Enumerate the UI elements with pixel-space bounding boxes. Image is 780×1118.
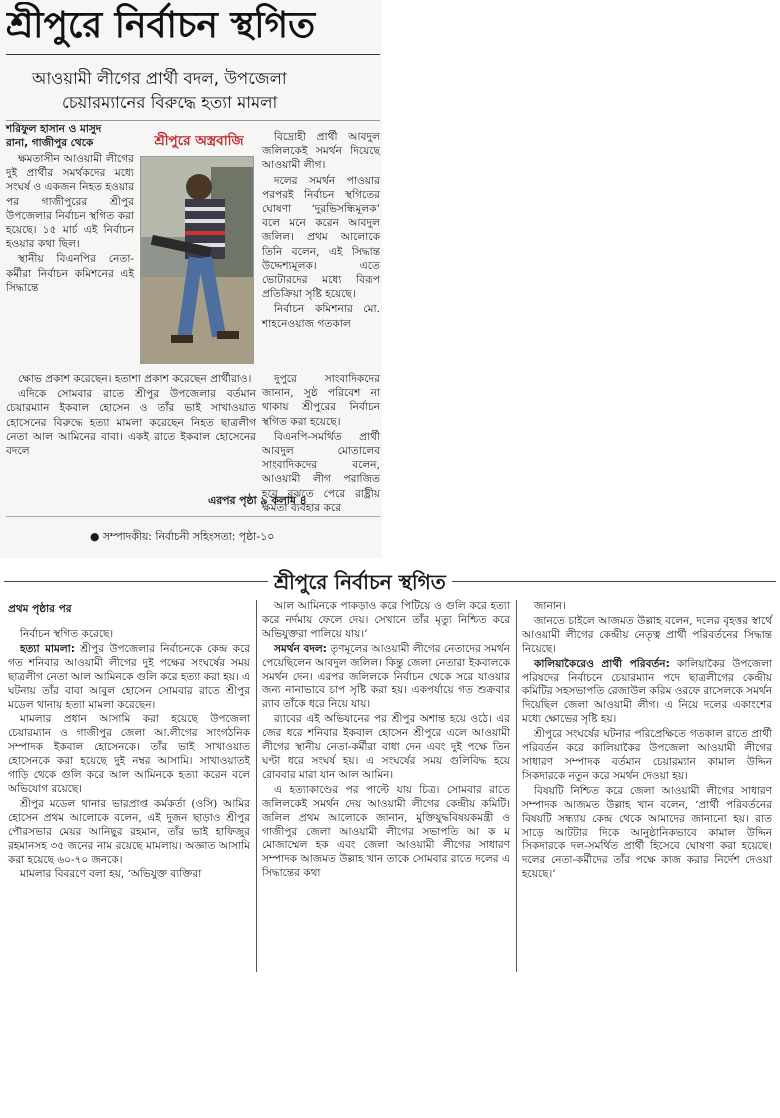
paragraph-text: শ্রীপুর মডেল থানার ভারপ্রাপ্ত কর্মকর্তা (ওসি) আমির হোসেন প্রথম আলোকে বলেন, এই দুজন ছাড়াও শ্রীপুর পৌরসভার মেয়র আনিছুর রহমান, তাঁর ভাই হাফিজুর রহমানসহ ৩৫ জনের নাম রয়েছে মামলায়। অজ্ঞাত আসামি করা হয়েছে ৬০-৭০ জনকে। [8, 797, 250, 866]
paragraph-text: শ্রীপুরে সংঘর্ষের ঘটনার পরিপ্রেক্ষিতে গতকাল রাতে প্রার্থী পরিবর্তন করে কালিয়াকৈর উপজেলা আওয়ামী লীগের সাধারণ সম্পাদক বর্তমান চেয়ারম্যান কামাল উদ্দিন সিকদারকে নতুন করে সমর্থন দেওয়া হয়। [522, 728, 772, 782]
continuation-paragraph [522, 658, 772, 728]
continuation-paragraph [522, 600, 772, 614]
col1-paragraph: ক্ষমতাসীন আওয়ামী লীগের দুই প্রার্থীর সমর্থকদের মধ্যে সংঘর্ষ ও একজন নিহত হওয়ার পর গাজীপুরের শ্রীপুর উপজেলার নির্বাচন স্থগিত করা হয়েছে। ১৫ মার্চ এই নির্বাচন হওয়ার কথা ছিল। [6, 153, 134, 251]
paragraph-text: এ হত্যাকাণ্ডের পর পাল্টে যায় চিত্র। সোমবার রাতে জলিলকেই সমর্থন দেয় আওয়ামী লীগের কেন্দ্রীয় কমিটি। জলিল প্রথম আলোকে জানান, মুক্তিযুদ্ধবিষয়কমন্ত্রী ও গাজীপুর জেলা আওয়ামী লীগের সভাপতি আ ক ম মোজাম্মেল হক এবং জেলা আওয়ামী লীগের সাধারণ সম্পাদক আজমত উল্লাহ খান তাকে সোমবার রাতে দলের এ সিদ্ধান্তের কথা [262, 783, 510, 880]
armed-man-photo-icon [141, 157, 253, 363]
continuation-paragraph [262, 713, 510, 783]
editorial-reference: ● সম্পাদকীয়: নির্বাচনী সহিংসতা: পৃষ্ঠা-১০ [90, 530, 275, 543]
paragraph-lead: সমর্থন বদল: [274, 642, 327, 655]
byline [6, 122, 131, 150]
subhead-line-1: আওয়ামী লীগের প্রার্থী বদল, উপজেলা [32, 69, 287, 88]
continuation-paragraph [8, 868, 250, 882]
paragraph-text: বিষয়টি নিশ্চিত করে জেলা আওয়ামী লীগের সাধারণ সম্পাদক আজমত উল্লাহ খান বলেন, ‘প্রার্থী পরিবর্তনের বিষয়টি সন্ধ্যায় কেন্দ্র থেকে আমাদের জানানো হয়। রাত সাড়ে আটটার দিকে আনুষ্ঠানিকভাবে কামাল উদ্দিন সিকদারকে দল-সমর্থিত প্রার্থী হিসেবে ঘোষণা করা হয়েছে। দলের নেতা-কর্মীদের তাঁর পক্ষে কাজ করার নির্দেশ দেওয়া হয়েছে।’ [522, 784, 772, 881]
continuation-paragraph [8, 643, 250, 713]
byline-location: রানা, গাজীপুর থেকে [6, 137, 94, 149]
byline-authors: শরিফুল হাসান ও মাসুদ [6, 123, 102, 135]
paragraph-text: মামলার প্রধান আসামি করা হয়েছে উপজেলা চেয়ারম্যান ও গাজীপুর জেলা আ.লীগের সাংগঠনিক সম্পাদক ইকবাল হোসেনকে। তাঁর ভাই সাখাওয়াত হোসেনকে করা হয়েছে দুই নম্বর আসামি। সাখাওয়াতই গাড়ি থেকে গুলি করে আল আমিনকে হত্যা করেন বলে অভিযোগ রয়েছে। [8, 713, 250, 795]
paragraph-text: জানতে চাইলে আজমত উল্লাহ বলেন, দলের বৃহত্তর স্বার্থে আওয়ামী লীগের কেন্দ্রীয় নেতৃত্ব প্রার্থী পরিবর্তনের সিদ্ধান্ত নিয়েছে। [522, 614, 772, 655]
subhead-line-2: চেয়ারম্যানের বিরুদ্ধে হত্যা মামলা [62, 93, 278, 112]
continued-on-note: এরপর পৃষ্ঠা ৯ কলাম ৪ [208, 494, 307, 507]
col1-wide-paragraph: এদিকে সোমবার রাতে শ্রীপুর উপজেলার বর্তমান চেয়ারম্যান ইকবাল হোসেন ও তাঁর ভাই সাখাওয়াত হোসেনের বিরুদ্ধে হত্যা মামলা করেছেন নিহত ছাত্রলীগ নেতা আল আমিনের বাবা। একই রাতে ইকবাল হোসেনের বদলে [6, 388, 256, 458]
continuation-banner: শ্রীপুরে নির্বাচন স্থগিত [268, 568, 452, 601]
continuation-paragraph [8, 628, 250, 642]
jump-rule [6, 516, 380, 517]
column-divider [516, 600, 517, 972]
continuation-paragraph [522, 728, 772, 784]
col2-paragraph: বিদ্রোহী প্রার্থী আবদুল জলিলকেই সমর্থন দিয়েছে আওয়ামী লীগ। [262, 131, 380, 172]
paragraph-text: তৃণমূলের আওয়ামী লীগের নেতাদের সমর্থন পেয়েছিলেন আবদুল জলিল। কিন্তু জেলা নেতারা ইকবালকে সমর্থন দেন। এরপর জলিলকে নির্বাচন থেকে সরে যাওয়ার জন্য নানাভাবে চাপ সৃষ্টি করা হয়। একপর্যায়ে গত শুক্রবার র‍্যাব তাঁকে ধরে নিয়ে যায়। [262, 642, 510, 711]
continuation-paragraph [522, 785, 772, 882]
paragraph-lead: হত্যা মামলা: [20, 642, 75, 655]
paragraph-text: নির্বাচন স্থগিত করেছে। [20, 628, 114, 640]
continuation-paragraph [8, 713, 250, 796]
continuation-paragraph [8, 798, 250, 868]
article-column-2 [262, 130, 380, 332]
continuation-column-1 [8, 628, 250, 883]
col2-lower-paragraph: দুপুরে সাংবাদিকদের জানান, সুষ্ঠ পরিবেশ না থাকায় শ্রীপুরের নির্বাচন স্থগিত করা হয়েছে। [262, 373, 380, 428]
subhead-rule [6, 120, 380, 121]
photo-caption: শ্রীপুরে অস্ত্রবাজি [154, 133, 244, 149]
from-front-page-label: প্রথম পৃষ্ঠার পর [8, 603, 72, 615]
paragraph-text: শ্রীপুর উপজেলার নির্বাচনকে কেন্দ্র করে গত শনিবার আওয়ামী লীগের দুই পক্ষের সংঘর্ষের সময় ছাত্রলীগ নেতা আল আমিনকে গুলি করে হত্যা করা হয়। এ ঘটনায় তাঁর বাবা আবুল হোসেন সোমবার রাতে শ্রীপুর মডেল থানায় হত্যা মামলা করেছেন। [8, 642, 250, 711]
col2-paragraph: দলের সমর্থন পাওয়ার পরপরই নির্বাচন স্থগিতের ঘোষণা ‘দুরভিসন্ধিমূলক’ বলে মনে করেন আবদুল জলিল। প্রথম আলোকে তিনি বলেন, এই সিদ্ধান্ত উদ্দেশ্যমূলক। এতে ভোটারদের মধ্যে বিরূপ প্রতিক্রিয়া সৃষ্টি হয়েছে। [262, 174, 380, 301]
continuation-paragraph [262, 643, 510, 713]
continuation-paragraph [262, 600, 510, 642]
paragraph-text: জানান। [534, 600, 566, 612]
paragraph-text: র‍্যাবের এই অভিযানের পর শ্রীপুর অশান্ত হয়ে ওঠে। এর জের ধরে শনিবার ইকবাল হোসেন শ্রীপুরে এলে আওয়ামী লীগের স্থানীয় নেতা-কর্মীরা বাধা দেন এবং দুই পক্ষে তিন ঘণ্টা ধরে সংঘর্ষ হয়। এ সংঘর্ষের সময় গুলিবিদ্ধ হয়ে রোববার মারা যান আল আমিন। [262, 713, 510, 781]
paragraph-text: কালিয়াকৈর উপজেলা পরিষদের নির্বাচনে চেয়ারম্যান পদে ছাত্রলীগের কেন্দ্রীয় কমিটির সহসভাপতি রেজাউল করিম ওরফে রাসেলকে সমর্থন দিয়েছিল জেলা আওয়ামী লীগ। এ নিয়ে দলের একাংশের মধ্যে ক্ষোভের সৃষ্টি হয়। [522, 657, 773, 726]
headline: শ্রীপুরে নির্বাচন স্থগিত [6, 5, 316, 46]
continuation-paragraph [522, 615, 772, 657]
paragraph-text: আল আমিনকে পাকড়াও করে পিটিয়ে ও গুলি করে হত্যা করে নর্দমায় ফেলে দেয়। সেখানে তাঁর মৃত্যু নিশ্চিত করে অভিযুক্তরা পালিয়ে যায়।’ [262, 600, 510, 640]
headline-rule [6, 54, 380, 55]
news-photo [140, 156, 254, 364]
article-column-1 [6, 152, 134, 296]
paragraph-lead: কালিয়াকৈরেও প্রার্থী পরিবর্তন: [534, 657, 670, 670]
continuation-column-3 [522, 600, 772, 883]
column-divider [256, 600, 257, 972]
col2-lower-paragraph: বিএনপি-সমর্থিত প্রার্থী আবদুল মোতালেব সাংবাদিকদের বলেন, আওয়ামী লীগ পরাজিত হবে বুঝতে পেরে রাষ্ট্রীয় ক্ষমতা ব্যবহার করে [262, 430, 380, 514]
col2-paragraph: নির্বাচন কমিশনার মো. শাহনেওয়াজ গতকাল [262, 303, 380, 330]
continuation-column-2 [262, 600, 510, 882]
continuation-paragraph [262, 784, 510, 881]
col1-wide-paragraph: ক্ষোভ প্রকাশ করেছেন। হতাশা প্রকাশ করেছেন প্রার্থীরাও। [18, 373, 252, 385]
paragraph-text: মামলার বিবরণে বলা হয়, ‘অভিযুক্ত ব্যক্তিরা [20, 868, 202, 881]
col1-paragraph: স্থানীয় বিএনপির নেতা-কর্মীরা নির্বাচন কমিশনের এই সিদ্ধান্তে [6, 253, 134, 294]
article-column-1-wide [6, 372, 256, 459]
